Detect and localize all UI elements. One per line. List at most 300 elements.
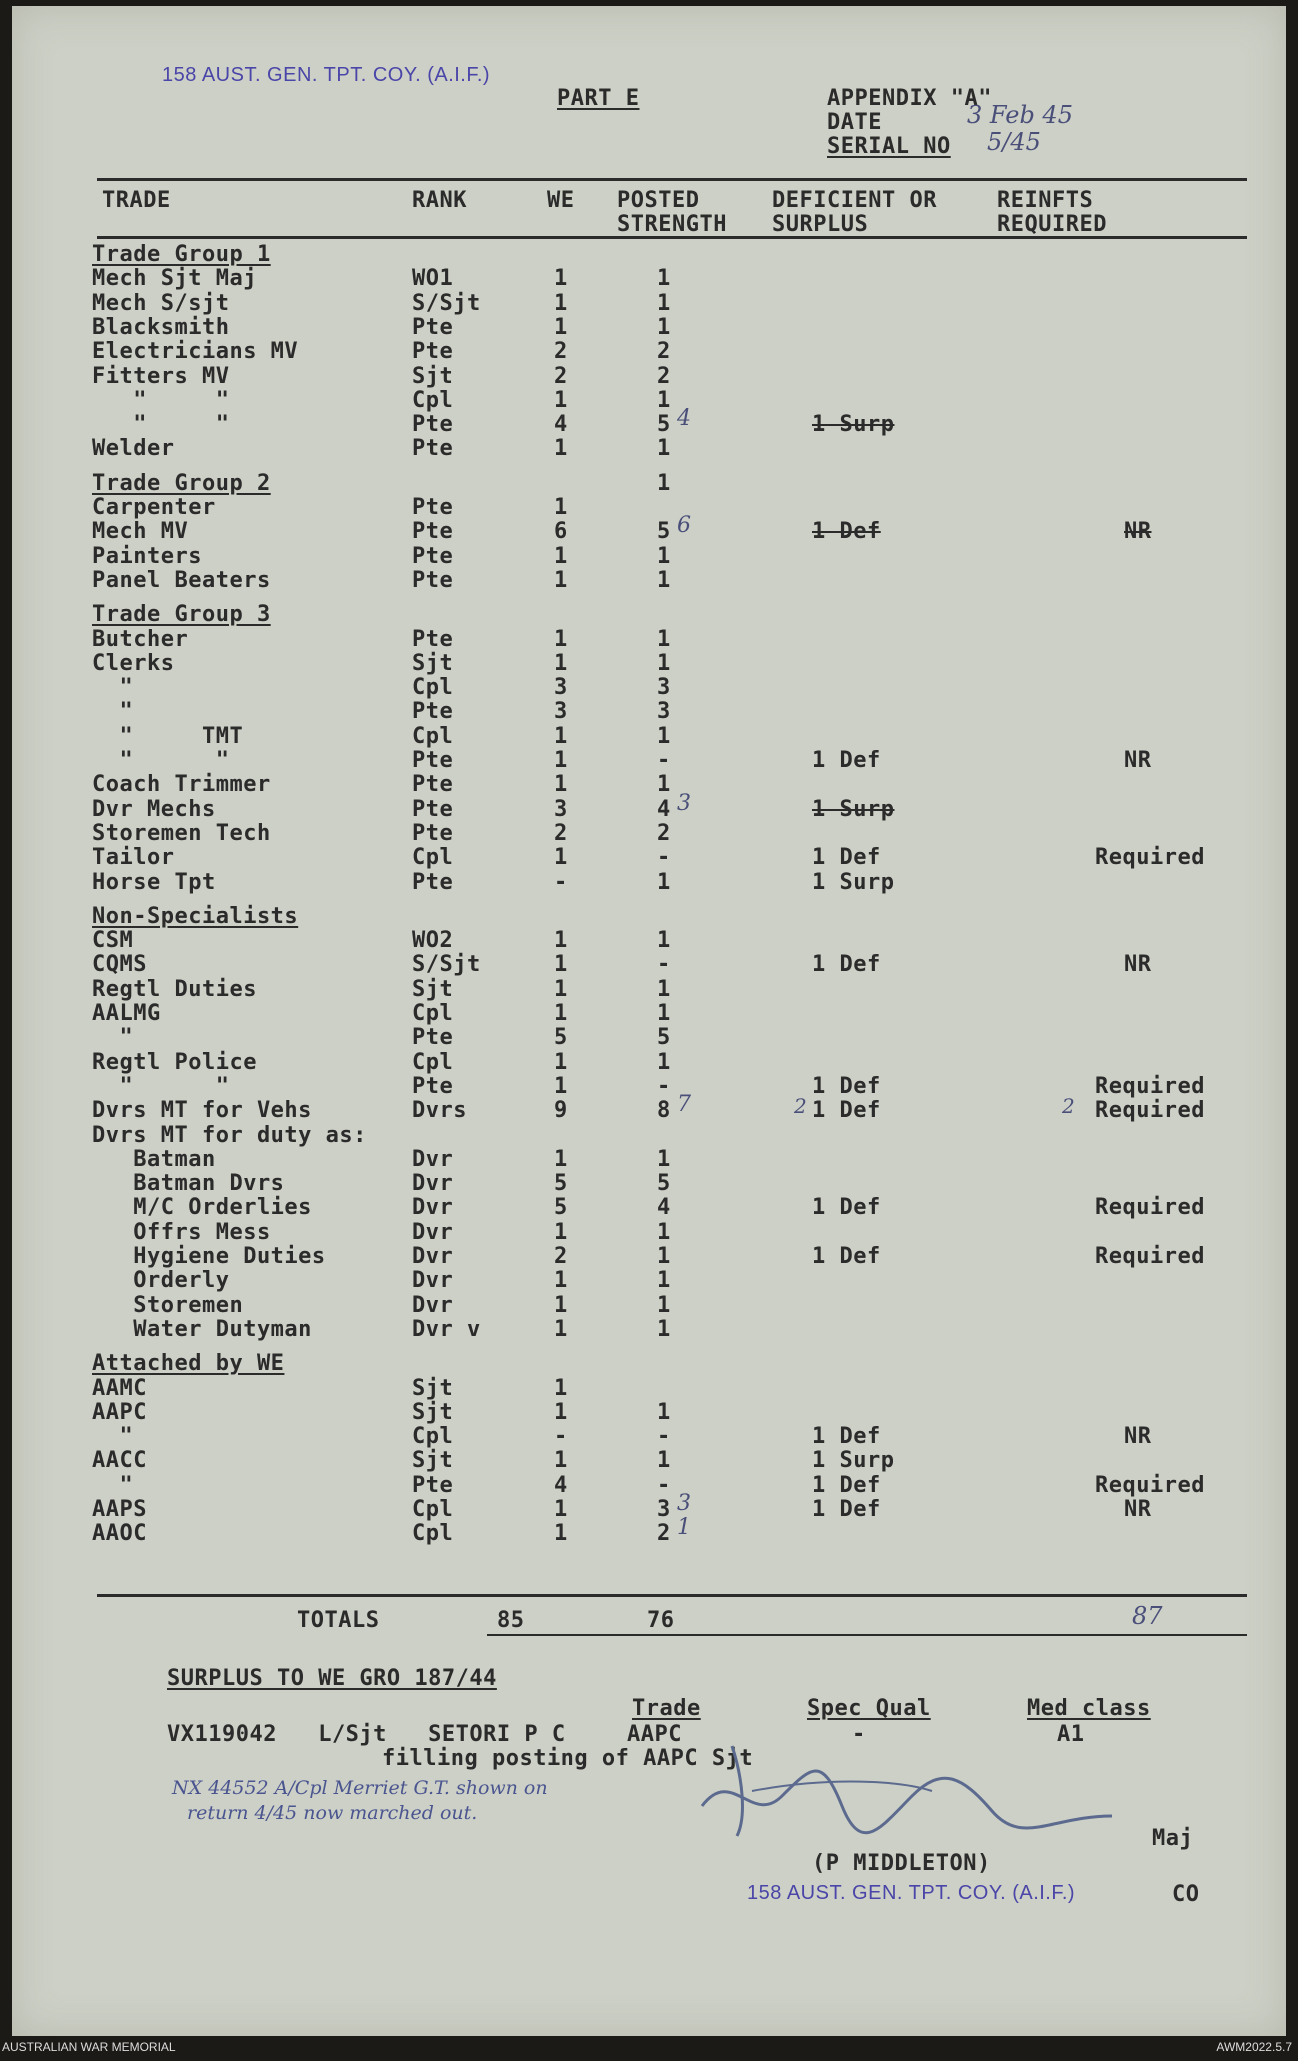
part-label: PART E (557, 86, 640, 111)
trade-cell: Painters (92, 543, 202, 569)
rank-cell: Pte (412, 567, 454, 593)
we-cell: - (554, 1424, 568, 1450)
table-row (12, 675, 1286, 699)
posted-correction: 1 (677, 1515, 691, 1541)
we-cell: 3 (554, 796, 568, 822)
group-heading: Non-Specialists (92, 903, 299, 929)
rank-cell: Pte (412, 1073, 454, 1099)
posted-cell: 1 (657, 1399, 671, 1425)
table-row (12, 1220, 1286, 1244)
posted-cell: 2 (657, 1521, 671, 1547)
posted-cell: 1 (657, 772, 671, 798)
rank-cell: Sjt (412, 650, 454, 676)
reinforcement-cell: Required (1095, 1472, 1205, 1498)
trade-cell: Fitters MV (92, 363, 230, 389)
reinf-correction: 2 (1062, 1094, 1075, 1119)
group-heading-row (12, 904, 1286, 928)
table-row (12, 513, 1286, 545)
group-heading-row (12, 471, 1286, 495)
trade-cell: " TMT (92, 723, 244, 749)
trade-cell: Dvrs MT for duty as: (92, 1122, 367, 1148)
table-row (12, 568, 1286, 592)
posted-cell: 1 (657, 436, 671, 462)
trade-cell: " " (92, 1073, 230, 1099)
group-heading-row (12, 1351, 1286, 1375)
date-label: DATE (827, 110, 882, 135)
trade-cell: Mech S/sjt (92, 290, 230, 316)
posted-correction: 7 (677, 1092, 691, 1118)
table-row (12, 364, 1286, 388)
posted-correction: 6 (677, 513, 691, 539)
posted-cell: 1 (657, 1244, 671, 1269)
totals-label: TOTALS (297, 1608, 380, 1633)
trade-cell: AAPS (92, 1497, 147, 1522)
table-row (12, 1448, 1286, 1472)
posted-cell: 1 (657, 626, 671, 652)
posted-cell: 1 (657, 266, 671, 292)
trade-cell: Mech MV (92, 519, 189, 545)
unit-stamp-signature: 158 AUST. GEN. TPT. COY. (A.I.F.) (747, 1882, 1076, 1904)
trade-cell: " (92, 1025, 134, 1051)
rank-cell: Pte (412, 699, 454, 725)
rank-cell: Cpl (412, 1049, 454, 1075)
we-cell: 1 (554, 1375, 568, 1401)
rank-cell: Pte (412, 869, 454, 895)
table-row (12, 1001, 1286, 1025)
we-cell: 9 (554, 1098, 568, 1124)
trade-cell: Electricians MV (92, 339, 299, 365)
group-heading: Trade Group 1 (92, 242, 271, 267)
surplus-line1: VX119042 L/Sjt SETORI P C (167, 1722, 566, 1747)
rank-cell: Pte (412, 748, 454, 773)
posted-cell: - (657, 1472, 671, 1498)
reinforcement-cell: Required (1095, 1098, 1205, 1124)
we-cell: 3 (554, 675, 568, 701)
table-row (12, 845, 1286, 869)
rank-cell: Cpl (412, 723, 454, 749)
we-cell: 1 (554, 1219, 568, 1245)
we-cell: 5 (554, 1171, 568, 1197)
we-cell: 6 (554, 519, 568, 545)
deficiency-cell: 1 Surp (812, 796, 895, 822)
posted-cell: 2 (657, 339, 671, 365)
group-heading: Attached by WE (92, 1351, 285, 1377)
we-cell: 1 (554, 1146, 568, 1172)
document-sheet (12, 6, 1286, 2036)
rank-cell: WO2 (412, 928, 454, 954)
group-heading-row (12, 602, 1286, 626)
totals-posted: 76 (647, 1608, 675, 1633)
trade-cell: Storemen (92, 1292, 244, 1318)
posted-cell: 1 (657, 1219, 671, 1245)
table-row (12, 928, 1286, 952)
we-cell: 1 (554, 1448, 568, 1474)
col-def-1: DEFICIENT OR (772, 188, 937, 213)
table-row (12, 1025, 1286, 1049)
trade-cell: M/C Orderlies (92, 1195, 312, 1221)
we-cell: 2 (554, 363, 568, 389)
we-cell: 1 (554, 495, 568, 520)
date-value: 3 Feb 45 (967, 101, 1073, 129)
handwritten-note-line2: return 4/45 now marched out. (187, 1802, 478, 1824)
rank-cell: Pte (412, 412, 454, 438)
trade-cell: Coach Trimmer (92, 772, 271, 798)
posted-cell: 1 (657, 928, 671, 954)
trade-cell: Batman Dvrs (92, 1171, 285, 1197)
table-row (12, 1473, 1286, 1497)
surplus-line2: filling posting of AAPC Sjt (382, 1746, 754, 1771)
table-row (12, 1147, 1286, 1171)
we-cell: 1 (554, 1316, 568, 1342)
we-cell: 1 (554, 387, 568, 413)
table-row (12, 1376, 1286, 1400)
col-we: WE (547, 188, 575, 213)
posted-cell: 3 (657, 675, 671, 701)
surplus-spec-label: Spec Qual (807, 1696, 931, 1721)
col-rank: RANK (412, 188, 467, 213)
we-cell: 1 (554, 928, 568, 954)
trade-cell: Butcher (92, 626, 189, 652)
we-cell: 4 (554, 412, 568, 438)
surplus-trade-label: Trade (632, 1696, 701, 1721)
rank-cell: Sjt (412, 1375, 454, 1401)
surplus-heading: SURPLUS TO WE GRO 187/44 (167, 1666, 497, 1691)
table-row (12, 1317, 1286, 1341)
we-cell: 1 (554, 748, 568, 773)
table-row (12, 952, 1286, 976)
posted-correction: 4 (677, 406, 691, 432)
deficiency-cell: 1 Def (812, 845, 881, 871)
posted-cell: 3 (657, 1497, 671, 1522)
trade-cell: Dvrs MT for Vehs (92, 1098, 312, 1124)
rank-cell: Pte (412, 1472, 454, 1498)
posted-cell: 5 (657, 412, 671, 438)
reinforcement-cell: Required (1095, 845, 1205, 871)
we-cell: 3 (554, 699, 568, 725)
reinforcement-cell: NR (1124, 1497, 1152, 1522)
posted-cell: 1 (657, 976, 671, 1002)
we-cell: 1 (554, 436, 568, 462)
rank-cell: Dvrs (412, 1098, 467, 1124)
we-cell: 5 (554, 1195, 568, 1221)
rank-cell: Pte (412, 495, 454, 520)
rank-cell: WO1 (412, 266, 454, 292)
reinforcement-cell: NR (1124, 952, 1152, 978)
we-cell: 1 (554, 1497, 568, 1522)
rank-cell: Sjt (412, 1399, 454, 1425)
rank-cell: Pte (412, 1025, 454, 1051)
rank-cell: Cpl (412, 1497, 454, 1522)
posted-cell: 1 (657, 723, 671, 749)
table-row (12, 266, 1286, 290)
trade-cell: " " (92, 412, 230, 438)
totals-reinf: 87 (1132, 1602, 1163, 1630)
posted-cell: 1 (657, 1001, 671, 1026)
trade-cell: AACC (92, 1448, 147, 1474)
serial-value: 5/45 (987, 128, 1041, 156)
we-cell: 1 (554, 1001, 568, 1026)
col-posted-2: STRENGTH (617, 212, 727, 237)
table-row (12, 1195, 1286, 1219)
rank-cell: S/Sjt (412, 290, 481, 316)
posted-cell: 1 (657, 650, 671, 676)
deficiency-cell: 1 Def (812, 1195, 881, 1221)
we-cell: 1 (554, 952, 568, 978)
we-cell: 1 (554, 543, 568, 569)
trade-cell: Panel Beaters (92, 567, 271, 593)
table-row (12, 388, 1286, 412)
trade-cell: " (92, 675, 134, 701)
rank-cell: Pte (412, 543, 454, 569)
unit-stamp-header: 158 AUST. GEN. TPT. COY. (A.I.F.) (162, 64, 491, 86)
rank-cell: Cpl (412, 1001, 454, 1026)
posted-cell: 2 (657, 363, 671, 389)
appendix-label: APPENDIX "A" (827, 86, 992, 111)
def-correction: 2 (794, 1094, 807, 1119)
reinforcement-cell: Required (1095, 1073, 1205, 1099)
we-cell: 1 (554, 723, 568, 749)
rank-cell: Dvr (412, 1195, 454, 1221)
signatory-name: (P MIDDLETON) (812, 1851, 991, 1876)
trade-cell: Hygiene Duties (92, 1244, 326, 1269)
deficiency-cell: 1 Def (812, 1472, 881, 1498)
trade-cell: " " (92, 387, 230, 413)
trade-cell: " (92, 699, 134, 725)
reinforcement-cell: NR (1124, 748, 1152, 773)
we-cell: - (554, 869, 568, 895)
rank-cell: Pte (412, 626, 454, 652)
rank-cell: S/Sjt (412, 952, 481, 978)
deficiency-cell: 1 Def (812, 1424, 881, 1450)
serial-label: SERIAL NO (827, 134, 951, 159)
posted-cell: 1 (657, 1292, 671, 1318)
table-row (12, 1400, 1286, 1424)
surplus-med-label: Med class (1027, 1696, 1151, 1721)
deficiency-cell: 1 Def (812, 1497, 881, 1522)
table-row (12, 315, 1286, 339)
posted-cell: 1 (657, 314, 671, 340)
trade-cell: Clerks (92, 650, 175, 676)
posted-cell: 3 (657, 699, 671, 725)
posted-cell: 8 (657, 1098, 671, 1124)
rank-cell: Dvr (412, 1146, 454, 1172)
rank-cell: Sjt (412, 363, 454, 389)
rank-cell: Cpl (412, 675, 454, 701)
we-cell: 2 (554, 820, 568, 846)
deficiency-cell: 1 Surp (812, 869, 895, 895)
table-row (12, 544, 1286, 568)
deficiency-cell: 1 Def (812, 1244, 881, 1269)
footer-left: AUSTRALIAN WAR MEMORIAL (2, 2040, 176, 2054)
table-row (12, 790, 1286, 822)
table-row (12, 1424, 1286, 1448)
trade-cell: Offrs Mess (92, 1219, 271, 1245)
table-row (12, 772, 1286, 796)
posted-cell: - (657, 748, 671, 773)
col-reinf-2: REQUIRED (997, 212, 1107, 237)
table-row (12, 977, 1286, 1001)
reinforcement-cell: NR (1124, 519, 1152, 545)
table-row (12, 1123, 1286, 1147)
table-row (12, 821, 1286, 845)
posted-cell: 4 (657, 1195, 671, 1221)
we-cell: 1 (554, 1292, 568, 1318)
trade-cell: " (92, 1472, 134, 1498)
table-row (12, 495, 1286, 519)
rank-cell: Dvr (412, 1244, 454, 1269)
posted-cell: 5 (657, 519, 671, 545)
we-cell: 1 (554, 1268, 568, 1294)
rank-cell: Pte (412, 796, 454, 822)
posted-cell: - (657, 845, 671, 871)
posted-cell: 1 (657, 1448, 671, 1474)
trade-cell: Batman (92, 1146, 216, 1172)
trade-cell: Regtl Police (92, 1049, 257, 1075)
trade-cell: Orderly (92, 1268, 230, 1294)
rank-cell: Pte (412, 314, 454, 340)
signatory-rank: Maj (1152, 1826, 1194, 1851)
deficiency-cell: 1 Def (812, 748, 881, 773)
trade-cell: Tailor (92, 845, 175, 871)
we-cell: 1 (554, 290, 568, 316)
trade-cell: AAMC (92, 1375, 147, 1401)
deficiency-cell: 1 Def (812, 1073, 881, 1099)
totals-rule-top (97, 1594, 1247, 1597)
surplus-trade-value: AAPC (627, 1722, 682, 1747)
trade-cell: Mech Sjt Maj (92, 266, 257, 292)
reinforcement-cell: Required (1095, 1244, 1205, 1269)
trade-cell: " " (92, 748, 230, 773)
we-cell: 1 (554, 1399, 568, 1425)
posted-cell: 1 (657, 567, 671, 593)
group-heading: Trade Group 2 (92, 470, 271, 496)
table-row (12, 1050, 1286, 1074)
handwritten-note-line1: NX 44552 A/Cpl Merriet G.T. shown on (172, 1777, 548, 1799)
deficiency-cell: 1 Def (812, 519, 881, 545)
posted-cell: 2 (657, 820, 671, 846)
rank-cell: Sjt (412, 976, 454, 1002)
we-cell: 1 (554, 772, 568, 798)
we-cell: 1 (554, 567, 568, 593)
table-row (12, 436, 1286, 460)
posted-cell: 1 (657, 387, 671, 413)
col-posted-1: POSTED (617, 188, 700, 213)
deficiency-cell: 1 Def (812, 952, 881, 978)
table-row (12, 870, 1286, 894)
we-cell: 1 (554, 650, 568, 676)
table-row (12, 1491, 1286, 1522)
we-cell: 1 (554, 1049, 568, 1075)
table-row (12, 699, 1286, 723)
reinforcement-cell: Required (1095, 1195, 1205, 1221)
trade-cell: " (92, 1424, 134, 1450)
we-cell: 4 (554, 1472, 568, 1498)
rank-cell: Dvr v (412, 1316, 481, 1342)
header-rule-top (97, 178, 1247, 181)
posted-cell: 1 (657, 1268, 671, 1294)
we-cell: 1 (554, 976, 568, 1002)
deficiency-cell: 1 Def (812, 1098, 881, 1124)
posted-cell: 1 (657, 543, 671, 569)
table-row (12, 748, 1286, 772)
rank-cell: Sjt (412, 1448, 454, 1474)
deficiency-cell: 1 Surp (812, 412, 895, 438)
trade-cell: Dvr Mechs (92, 796, 216, 822)
col-def-2: SURPLUS (772, 212, 869, 237)
trade-cell: Horse Tpt (92, 869, 216, 895)
posted-cell: 5 (657, 1025, 671, 1051)
rank-cell: Cpl (412, 1424, 454, 1450)
trade-cell: CQMS (92, 952, 147, 978)
rank-cell: Cpl (412, 1521, 454, 1547)
posted-cell: - (657, 1424, 671, 1450)
posted-cell: - (657, 1073, 671, 1099)
table-row (12, 1074, 1286, 1098)
posted-cell: 1 (657, 1316, 671, 1342)
surplus-spec-value: - (852, 1722, 866, 1747)
totals-rule-bottom (487, 1634, 1247, 1636)
table-row (12, 651, 1286, 675)
posted-correction: 3 (677, 790, 691, 816)
posted-cell: 4 (657, 796, 671, 822)
posted-cell: 1 (657, 1049, 671, 1075)
totals-we: 85 (497, 1608, 525, 1633)
we-cell: 2 (554, 1244, 568, 1269)
we-cell: 1 (554, 1073, 568, 1099)
table-row (12, 627, 1286, 651)
posted-cell: 5 (657, 1171, 671, 1197)
rank-cell: Dvr (412, 1171, 454, 1197)
col-trade: TRADE (102, 188, 171, 213)
surplus-med-value: A1 (1057, 1722, 1085, 1747)
posted-cell: 1 (657, 869, 671, 895)
trade-cell: Storemen Tech (92, 820, 271, 846)
table-row (12, 1515, 1286, 1547)
group-heading: Trade Group 3 (92, 602, 271, 628)
rank-cell: Pte (412, 436, 454, 462)
group-heading-row (12, 242, 1286, 266)
posted-cell: 1 (657, 290, 671, 316)
trade-cell: AAPC (92, 1399, 147, 1425)
table-row (12, 1244, 1286, 1268)
posted-correction: 3 (677, 1491, 691, 1516)
rank-cell: Dvr (412, 1292, 454, 1318)
trade-cell: Regtl Duties (92, 976, 257, 1002)
reinforcement-cell: NR (1124, 1424, 1152, 1450)
we-cell: 1 (554, 266, 568, 292)
we-cell: 2 (554, 339, 568, 365)
signature-scribble (672, 1736, 1132, 1846)
we-cell: 5 (554, 1025, 568, 1051)
trade-cell: AAOC (92, 1521, 147, 1547)
table-row (12, 291, 1286, 315)
we-cell: 1 (554, 1521, 568, 1547)
table-row (12, 724, 1286, 748)
rank-cell: Dvr (412, 1219, 454, 1245)
trade-cell: CSM (92, 928, 134, 954)
rank-cell: Pte (412, 519, 454, 545)
table-row (12, 1293, 1286, 1317)
table-row (12, 406, 1286, 438)
rank-cell: Pte (412, 339, 454, 365)
rank-cell: Pte (412, 820, 454, 846)
col-reinf-1: REINFTS (997, 188, 1094, 213)
posted-cell: 1 (657, 470, 671, 496)
signatory-appointment: CO (1172, 1882, 1200, 1907)
table-row (12, 1268, 1286, 1292)
trade-cell: AALMG (92, 1001, 161, 1026)
rank-cell: Cpl (412, 387, 454, 413)
